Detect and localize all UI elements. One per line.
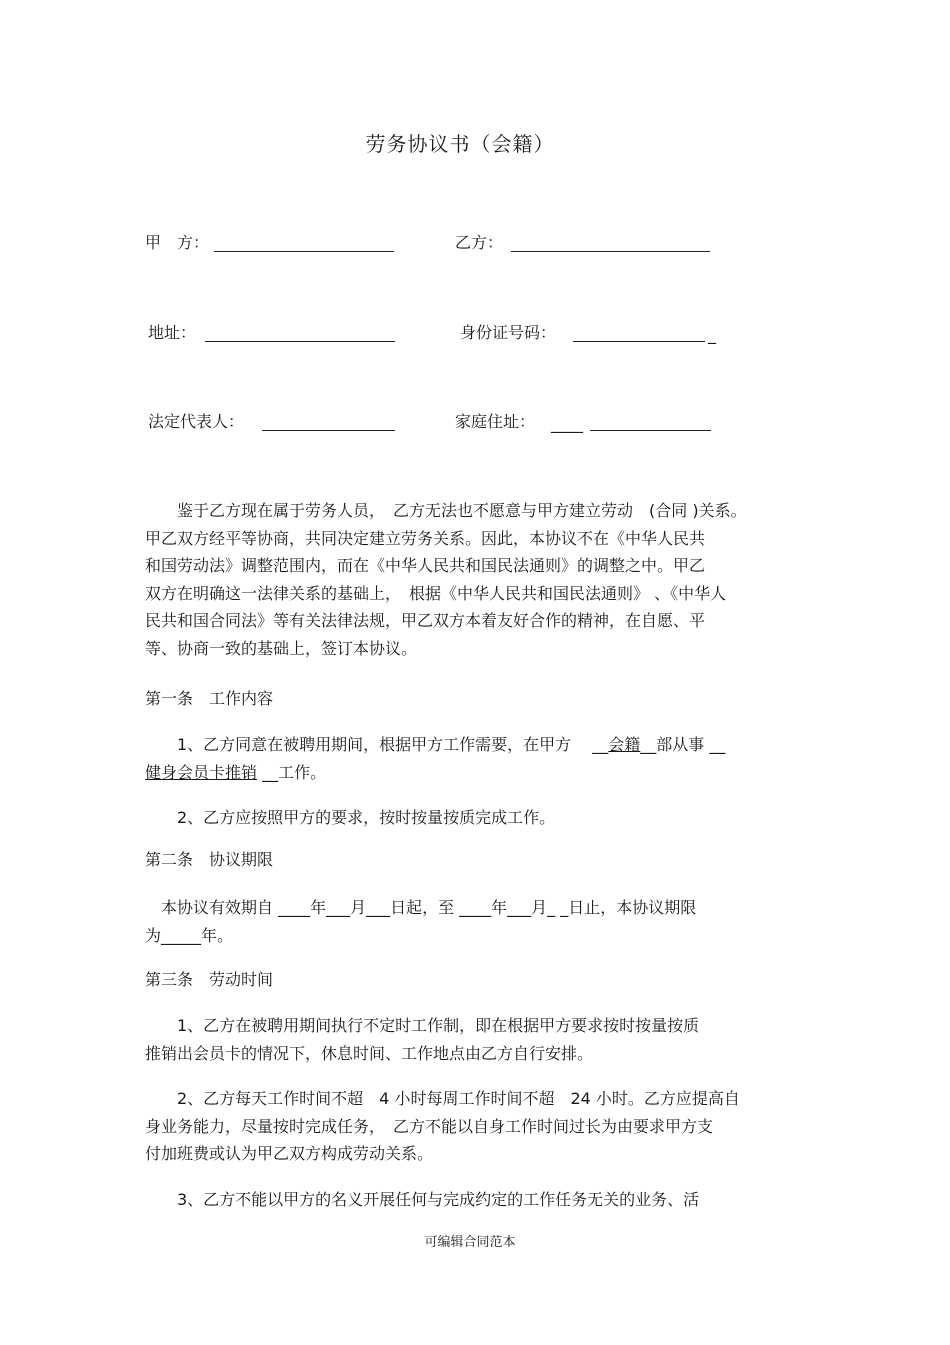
intro-line: 鉴于乙方现在属于劳务人员， 乙方无法也不愿意与甲方建立劳动 (合同 )关系。 [145, 501, 747, 520]
home-address-blank-line [590, 430, 711, 431]
article3-item1 [145, 1012, 815, 1067]
article1-item1-line2: 健身会员卡推销 __工作。 [145, 762, 327, 782]
party-b-label: 乙方： [455, 233, 504, 252]
party-b-blank-line [511, 251, 710, 252]
article3-item3: 3、乙方不能以甲方的名义开展任何与完成约定的工作任务无关的业务、活 [145, 1190, 700, 1209]
id-number-label: 身份证号码： [460, 323, 557, 342]
article1-heading: 第一条 工作内容 [145, 689, 274, 708]
article3-item2-line: 2、乙方每天工作时间不超 4 小时每周工作时间不超 24 小时。乙方应提高自 [145, 1089, 740, 1108]
address-blank-line [205, 341, 395, 342]
legal-rep-blank-line [262, 430, 395, 431]
intro-line: 和国劳动法》调整范围内，而在《中华人民共和国民法通则》的调整之中。甲乙 [145, 556, 706, 575]
article3-heading: 第三条 劳动时间 [145, 970, 274, 989]
id-number-blank-line [573, 341, 705, 342]
home-address-label: 家庭住址： [455, 412, 536, 431]
article3-item1-line: 推销出会员卡的情况下，休息时间、工作地点由乙方自行安排。 [145, 1043, 594, 1063]
intro-line: 甲乙双方经平等协商，共同决定建立劳务关系。因此，本协议不在《中华人民共 [145, 528, 706, 548]
article3-item2-line: 身业务能力，尽量按时完成任务， 乙方不能以自身工作时间过长为由要求甲方支 [145, 1116, 714, 1136]
legal-rep-label: 法定代表人： [148, 412, 245, 431]
task-value: 健身会员卡推销 [145, 762, 258, 782]
intro-line: 双方在明确这一法律关系的基础上， 根据《中华人民共和国民法通则》 、《中华人 [145, 583, 727, 603]
address-label: 地址： [148, 323, 197, 342]
article3-item2 [145, 1085, 815, 1168]
page-footer: 可编辑合同范本 [424, 1235, 516, 1250]
article2-line: 本协议有效期自 ____年___月___日起，至 ____年___月_ _日止，本协议期限 [145, 898, 697, 917]
intro-paragraph [145, 497, 815, 662]
article2-line: 为_____年。 [145, 925, 234, 945]
intro-line: 等、协商一致的基础上，签订本协议。 [145, 638, 418, 658]
home-address-prefix: ____ [551, 414, 583, 433]
article3-item1-line: 1、乙方在被聘用期间执行不定时工作制，即在根据甲方要求按时按量按质 [145, 1016, 700, 1035]
id-number-trailing: _ [708, 325, 716, 344]
article1-item1-line1: 1、乙方同意在被聘用期间，根据甲方工作需要，在甲方 __会籍__部从事 __ [145, 735, 726, 754]
party-a-label: 甲 方： [145, 233, 210, 252]
article2-heading: 第二条 协议期限 [145, 850, 274, 869]
article3-item2-line: 付加班费或认为甲乙双方构成劳动关系。 [145, 1144, 434, 1163]
article1-item2: 2、乙方应按照甲方的要求，按时按量按质完成工作。 [145, 808, 556, 827]
party-a-blank-line [214, 251, 394, 252]
article2-body [145, 894, 815, 949]
article1-item1 [145, 731, 815, 786]
department-value: 会籍 [608, 735, 641, 754]
document-title: 劳务协议书（会籍） [365, 132, 555, 156]
intro-line: 民共和国合同法》等有关法律法规，甲乙双方本着友好合作的精神，在自愿、平 [145, 611, 706, 630]
